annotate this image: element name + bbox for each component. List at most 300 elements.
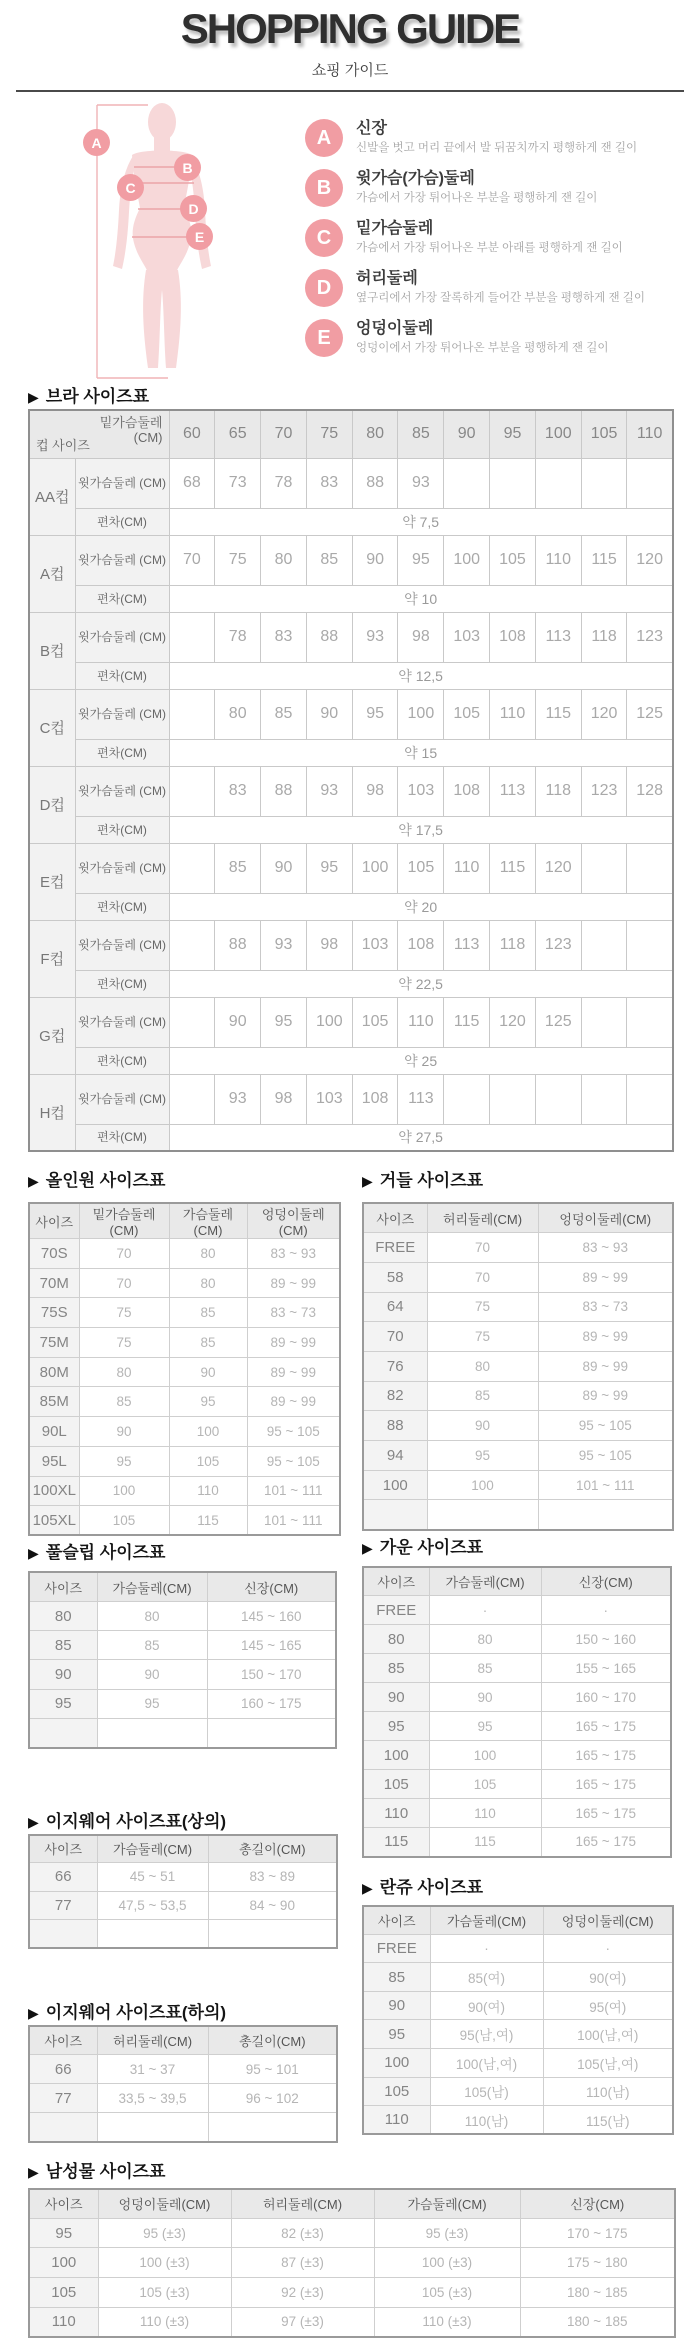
table-row (363, 1770, 671, 1799)
bra-bust-row (29, 920, 673, 970)
size-table-section (28, 1813, 339, 1949)
value-cell: 175 ~ 180 (520, 2248, 675, 2278)
section-marker-icon: ▶ (362, 1539, 373, 1556)
bust-value-cell (169, 920, 215, 970)
fullslip-size-table (28, 1571, 337, 1748)
bust-value-cell: 100 (306, 997, 352, 1047)
upper-bust-label-cell: 윗가슴둘레 (CM) (75, 535, 169, 585)
band-size-cell: 110 (627, 410, 673, 458)
header-cell: 가슴둘레(CM) (97, 1835, 208, 1863)
bust-value-cell: 108 (490, 612, 536, 662)
bust-value-cell: 90 (215, 997, 261, 1047)
size-cell: 105XL (29, 1506, 79, 1536)
corner-bottom-label: 컵 사이즈 (36, 437, 90, 453)
table-header-row (29, 1572, 336, 1601)
value-cell: 100 (±3) (98, 2248, 231, 2278)
bust-value-cell: 98 (306, 920, 352, 970)
size-cell: 64 (363, 1292, 427, 1322)
value-cell: 150 ~ 170 (207, 1660, 336, 1689)
size-table-section (362, 1539, 672, 1858)
value-cell: 105(남) (430, 2077, 543, 2106)
section-marker-icon: ▶ (28, 1545, 39, 1562)
bust-value-cell: 88 (352, 458, 398, 508)
bust-value-cell: 115 (490, 843, 536, 893)
table-row (29, 2277, 675, 2307)
size-cell: 105 (29, 2277, 98, 2307)
bust-value-cell: 105 (398, 843, 444, 893)
value-cell: 110 (±3) (374, 2307, 520, 2337)
page-header (0, 0, 700, 80)
size-cell: 85 (29, 1631, 97, 1660)
bust-value-cell: 88 (215, 920, 261, 970)
size-cell: 88 (363, 1411, 427, 1441)
value-cell: 89 ~ 99 (538, 1351, 673, 1381)
cup-name-cell: H컵 (29, 1074, 75, 1151)
value-cell: 115 (169, 1506, 247, 1536)
easywear_top-size-table (28, 1834, 338, 1949)
value-cell: 83 ~ 73 (247, 1298, 340, 1328)
bust-value-cell: 120 (535, 843, 581, 893)
bust-value-cell (444, 458, 490, 508)
bra-bust-row (29, 689, 673, 739)
band-size-cell: 85 (398, 410, 444, 458)
deviation-label-cell: 편차(CM) (75, 508, 169, 535)
header-cell: 허리둘레(CM) (231, 2189, 374, 2219)
upper-bust-label-cell: 윗가슴둘레 (CM) (75, 458, 169, 508)
value-cell: 85 (169, 1328, 247, 1358)
bra-deviation-row (29, 1047, 673, 1074)
table-row (363, 1262, 673, 1292)
bust-value-cell: 113 (535, 612, 581, 662)
bust-value-cell (581, 920, 627, 970)
size-cell: 77 (29, 1891, 97, 1919)
figure-badge-c: C (117, 174, 144, 201)
value-cell: 70 (427, 1262, 538, 1292)
value-cell: 90 (169, 1357, 247, 1387)
header-cell: 사이즈 (29, 1572, 97, 1601)
bust-value-cell: 85 (306, 535, 352, 585)
table-row (363, 1441, 673, 1471)
bust-value-cell: 83 (306, 458, 352, 508)
bra-size-section (28, 388, 672, 1152)
measurement-letter-badge: B (305, 169, 343, 207)
measurement-description: 가슴에서 가장 튀어나온 부분을 평행하게 잰 길이 (356, 192, 598, 204)
bust-value-cell: 88 (306, 612, 352, 662)
bust-value-cell: 73 (215, 458, 261, 508)
bra-bust-row (29, 535, 673, 585)
value-cell: 100 (427, 1470, 538, 1500)
value-cell: 70 (79, 1268, 169, 1298)
value-cell: 110 (±3) (98, 2307, 231, 2337)
table-row (29, 2084, 337, 2113)
band-size-cell: 105 (581, 410, 627, 458)
bust-value-cell: 68 (169, 458, 215, 508)
bust-value-cell: 93 (306, 766, 352, 816)
bust-value-cell: 120 (490, 997, 536, 1047)
table-row (363, 1625, 671, 1654)
bust-value-cell: 120 (581, 689, 627, 739)
value-cell: 165 ~ 175 (541, 1770, 671, 1799)
bust-value-cell: 93 (352, 612, 398, 662)
deviation-value-cell: 약 22,5 (169, 970, 673, 997)
value-cell: 180 ~ 185 (520, 2277, 675, 2307)
size-cell: 70M (29, 1268, 79, 1298)
measurement-title: 밑가슴둘레 (356, 220, 434, 237)
section-heading (362, 1879, 672, 1897)
size-cell: 90 (363, 1683, 429, 1712)
measurement-item (305, 219, 690, 257)
value-cell: 95(여) (543, 1991, 673, 2020)
upper-bust-label-cell: 윗가슴둘레 (CM) (75, 612, 169, 662)
size-cell: 100 (363, 1470, 427, 1500)
value-cell: 95 ~ 105 (247, 1417, 340, 1447)
value-cell: 90 (427, 1411, 538, 1441)
header-cell: 가슴둘레(CM) (429, 1567, 541, 1596)
value-cell: 100 (429, 1741, 541, 1770)
header-cell: 신장(CM) (520, 2189, 675, 2219)
value-cell: 110 (169, 1476, 247, 1506)
bust-value-cell (169, 1074, 215, 1124)
value-cell: 155 ~ 165 (541, 1654, 671, 1683)
cup-name-cell: E컵 (29, 843, 75, 920)
bust-value-cell (627, 1074, 673, 1124)
table-row (363, 1712, 671, 1741)
section-marker-icon: ▶ (28, 1813, 39, 1830)
bust-value-cell: 98 (352, 766, 398, 816)
value-cell: · (541, 1596, 671, 1625)
value-cell: 83 ~ 73 (538, 1292, 673, 1322)
bust-value-cell: 95 (306, 843, 352, 893)
size-cell: 100 (363, 1741, 429, 1770)
header-cell: 신장(CM) (207, 1572, 336, 1601)
table-row (363, 1963, 673, 1992)
bust-value-cell (581, 458, 627, 508)
value-cell (97, 1919, 208, 1947)
bust-value-cell: 125 (627, 689, 673, 739)
bust-value-cell: 103 (398, 766, 444, 816)
bust-value-cell: 80 (261, 535, 307, 585)
bra-deviation-row (29, 739, 673, 766)
bra-deviation-row (29, 1124, 673, 1151)
section-title: 이지웨어 사이즈표(상의) (45, 1811, 227, 1831)
section-title: 가운 사이즈표 (379, 1537, 484, 1557)
value-cell: 95 ~ 105 (247, 1446, 340, 1476)
measurement-text (356, 119, 637, 155)
cup-name-cell: AA컵 (29, 458, 75, 535)
table-row (363, 1351, 673, 1381)
value-cell: 90(여) (543, 1963, 673, 1992)
value-cell (427, 1500, 538, 1530)
section-heading (28, 388, 672, 406)
bra-deviation-row (29, 585, 673, 612)
bust-value-cell: 113 (444, 920, 490, 970)
bust-value-cell: 123 (535, 920, 581, 970)
header-cell: 밑가슴둘레(CM) (79, 1203, 169, 1239)
value-cell: 85 (427, 1381, 538, 1411)
table-row (29, 1891, 337, 1919)
cup-name-cell: F컵 (29, 920, 75, 997)
value-cell: 180 ~ 185 (520, 2307, 675, 2337)
table-row (29, 1919, 337, 1947)
deviation-label-cell: 편차(CM) (75, 816, 169, 843)
size-cell: 90 (363, 1991, 430, 2020)
value-cell: 95 ~ 101 (208, 2055, 337, 2084)
size-cell: 80 (29, 1602, 97, 1631)
bust-value-cell: 93 (261, 920, 307, 970)
measurement-title: 허리둘레 (356, 270, 418, 287)
size-cell: 85M (29, 1387, 79, 1417)
table-row (29, 1446, 340, 1476)
bra-size-table (28, 409, 674, 1152)
bust-value-cell: 103 (352, 920, 398, 970)
value-cell: 150 ~ 160 (541, 1625, 671, 1654)
bust-value-cell: 90 (352, 535, 398, 585)
value-cell: 165 ~ 175 (541, 1741, 671, 1770)
figure-badge-b: B (174, 154, 201, 181)
value-cell: 85 (97, 1631, 207, 1660)
size-cell: 80 (363, 1625, 429, 1654)
bust-value-cell: 115 (444, 997, 490, 1047)
table-row (29, 1476, 340, 1506)
table-row (29, 1298, 340, 1328)
value-cell: 85 (79, 1387, 169, 1417)
value-cell: 115 (429, 1828, 541, 1857)
table-row (29, 1602, 336, 1631)
value-cell: 110(남) (430, 2106, 543, 2135)
bust-value-cell: 120 (627, 535, 673, 585)
deviation-label-cell: 편차(CM) (75, 1047, 169, 1074)
bust-value-cell: 123 (581, 766, 627, 816)
bust-value-cell (581, 843, 627, 893)
allinone-size-table (28, 1202, 341, 1536)
value-cell: · (429, 1596, 541, 1625)
bust-value-cell: 80 (215, 689, 261, 739)
bust-value-cell: 108 (444, 766, 490, 816)
size-cell: 100 (363, 2049, 430, 2078)
gown-size-table (362, 1566, 672, 1858)
header-cell: 사이즈 (29, 1203, 79, 1239)
table-row (29, 1863, 337, 1891)
bust-value-cell: 113 (398, 1074, 444, 1124)
value-cell: 90(여) (430, 1991, 543, 2020)
bust-value-cell: 88 (261, 766, 307, 816)
bust-value-cell: 100 (444, 535, 490, 585)
value-cell: 75 (427, 1322, 538, 1352)
size-cell: FREE (363, 1233, 427, 1263)
bust-value-cell: 85 (215, 843, 261, 893)
upper-bust-label-cell: 윗가슴둘레 (CM) (75, 689, 169, 739)
bust-value-cell: 100 (352, 843, 398, 893)
bust-value-cell: 108 (398, 920, 444, 970)
section-title: 란쥬 사이즈표 (379, 1877, 484, 1897)
measurement-letter-badge: D (305, 269, 343, 307)
bust-value-cell (627, 458, 673, 508)
measurement-item (305, 119, 690, 157)
value-cell: 95 ~ 105 (538, 1411, 673, 1441)
table-row (363, 1233, 673, 1263)
table-row (29, 1660, 336, 1689)
value-cell: 105 (79, 1506, 169, 1536)
measurement-description: 신발을 벗고 머리 끝에서 발 뒤꿈치까지 평행하게 잰 길이 (356, 142, 638, 154)
measurement-guide (0, 100, 700, 388)
bust-value-cell: 78 (261, 458, 307, 508)
size-cell: 85 (363, 1654, 429, 1683)
value-cell: 89 ~ 99 (247, 1268, 340, 1298)
value-cell: 105 (±3) (98, 2277, 231, 2307)
measurement-item (305, 319, 690, 357)
size-cell: 70 (363, 1322, 427, 1352)
table-row (363, 2077, 673, 2106)
header-cell: 사이즈 (29, 1835, 97, 1863)
value-cell: 90 (429, 1683, 541, 1712)
figure-badge-e: E (186, 223, 213, 250)
bust-value-cell (169, 843, 215, 893)
cup-name-cell: A컵 (29, 535, 75, 612)
section-title: 이지웨어 사이즈표(하의) (45, 2002, 227, 2022)
value-cell: 89 ~ 99 (538, 1262, 673, 1292)
size-cell: 100 (29, 2248, 98, 2278)
value-cell: 75 (79, 1328, 169, 1358)
table-header-row (29, 2026, 337, 2055)
bust-value-cell (169, 997, 215, 1047)
table-row (29, 1718, 336, 1747)
size-cell: 66 (29, 1863, 97, 1891)
table-row (29, 1506, 340, 1536)
table-row (363, 2020, 673, 2049)
deviation-value-cell: 약 20 (169, 893, 673, 920)
header-divider (16, 90, 684, 92)
bust-value-cell (444, 1074, 490, 1124)
deviation-label-cell: 편차(CM) (75, 739, 169, 766)
lanju-size-table (362, 1905, 674, 2136)
section-title: 남성물 사이즈표 (45, 2161, 166, 2181)
value-cell: 31 ~ 37 (97, 2055, 208, 2084)
header-cell: 엉덩이둘레(CM) (543, 1906, 673, 1935)
value-cell: 90 (79, 1417, 169, 1447)
size-cell: 58 (363, 1262, 427, 1292)
size-table-section (362, 1172, 672, 1531)
section-marker-icon: ▶ (28, 389, 39, 405)
size-cell: 70S (29, 1239, 79, 1269)
band-size-cell: 75 (306, 410, 352, 458)
bust-value-cell: 103 (306, 1074, 352, 1124)
bust-value-cell: 100 (398, 689, 444, 739)
size-cell (29, 1718, 97, 1747)
upper-bust-label-cell: 윗가슴둘레 (CM) (75, 766, 169, 816)
value-cell: 101 ~ 111 (247, 1506, 340, 1536)
bust-value-cell: 83 (261, 612, 307, 662)
header-cell: 가슴둘레(CM) (374, 2189, 520, 2219)
bust-value-cell: 95 (398, 535, 444, 585)
measurement-letter-badge: C (305, 219, 343, 257)
bust-value-cell (490, 1074, 536, 1124)
cup-name-cell: C컵 (29, 689, 75, 766)
value-cell: 105 (±3) (374, 2277, 520, 2307)
value-cell: 89 ~ 99 (538, 1381, 673, 1411)
table-row (363, 1500, 673, 1530)
bust-value-cell: 105 (352, 997, 398, 1047)
table-row (363, 1411, 673, 1441)
table-row (363, 1470, 673, 1500)
measurement-letter-badge: E (305, 319, 343, 357)
size-cell: 110 (363, 1799, 429, 1828)
size-cell: 110 (29, 2307, 98, 2337)
upper-bust-label-cell: 윗가슴둘레 (CM) (75, 920, 169, 970)
size-cell: 95 (363, 2020, 430, 2049)
band-size-cell: 95 (490, 410, 536, 458)
header-cell: 사이즈 (363, 1203, 427, 1233)
bra-bust-row (29, 766, 673, 816)
value-cell (208, 2113, 337, 2142)
bust-value-cell (627, 997, 673, 1047)
table-header-row (363, 1567, 671, 1596)
header-cell: 총길이(CM) (208, 1835, 337, 1863)
deviation-value-cell: 약 10 (169, 585, 673, 612)
value-cell: 100 (169, 1417, 247, 1447)
value-cell: 47,5 ~ 53,5 (97, 1891, 208, 1919)
size-cell: 95 (29, 1689, 97, 1718)
size-cell: 110 (363, 2106, 430, 2135)
table-row (29, 1417, 340, 1447)
table-row (29, 1328, 340, 1358)
header-cell: 총길이(CM) (208, 2026, 337, 2055)
bust-value-cell: 128 (627, 766, 673, 816)
table-row (363, 1741, 671, 1770)
value-cell: 95 (97, 1689, 207, 1718)
value-cell: · (430, 1934, 543, 1963)
value-cell: 170 ~ 175 (520, 2218, 675, 2248)
table-header-row (363, 1906, 673, 1935)
table-row (29, 1239, 340, 1269)
size-cell: 94 (363, 1441, 427, 1471)
section-title: 브라 사이즈표 (45, 387, 150, 406)
bust-value-cell (169, 766, 215, 816)
header-cell: 사이즈 (363, 1906, 430, 1935)
bust-value-cell: 75 (215, 535, 261, 585)
measurement-description: 옆구리에서 가장 잘록하게 들어간 부분을 평행하게 잰 길이 (356, 292, 645, 304)
value-cell: 84 ~ 90 (208, 1891, 337, 1919)
table-row (363, 1322, 673, 1352)
section-heading (28, 2004, 339, 2022)
table-row (29, 1357, 340, 1387)
value-cell: 92 (±3) (231, 2277, 374, 2307)
page-title: SHOPPING GUIDE (180, 5, 520, 52)
bust-value-cell: 95 (352, 689, 398, 739)
value-cell: 80 (79, 1357, 169, 1387)
bust-value-cell (581, 997, 627, 1047)
value-cell: · (543, 1934, 673, 1963)
right-column (362, 1172, 672, 2135)
bust-value-cell: 118 (535, 766, 581, 816)
value-cell: 145 ~ 160 (207, 1602, 336, 1631)
table-row (29, 1631, 336, 1660)
value-cell: 160 ~ 175 (207, 1689, 336, 1718)
value-cell: 87 (±3) (231, 2248, 374, 2278)
section-heading (28, 1813, 339, 1831)
band-size-cell: 100 (535, 410, 581, 458)
value-cell (207, 1718, 336, 1747)
deviation-label-cell: 편차(CM) (75, 1124, 169, 1151)
bust-value-cell: 118 (490, 920, 536, 970)
bust-value-cell (490, 458, 536, 508)
size-table-section (28, 2004, 339, 2143)
value-cell: 90 (97, 1660, 207, 1689)
bust-value-cell (169, 612, 215, 662)
table-header-row (29, 1203, 340, 1239)
size-cell: 90L (29, 1417, 79, 1447)
deviation-value-cell: 약 12,5 (169, 662, 673, 689)
size-cell: 95 (363, 1712, 429, 1741)
